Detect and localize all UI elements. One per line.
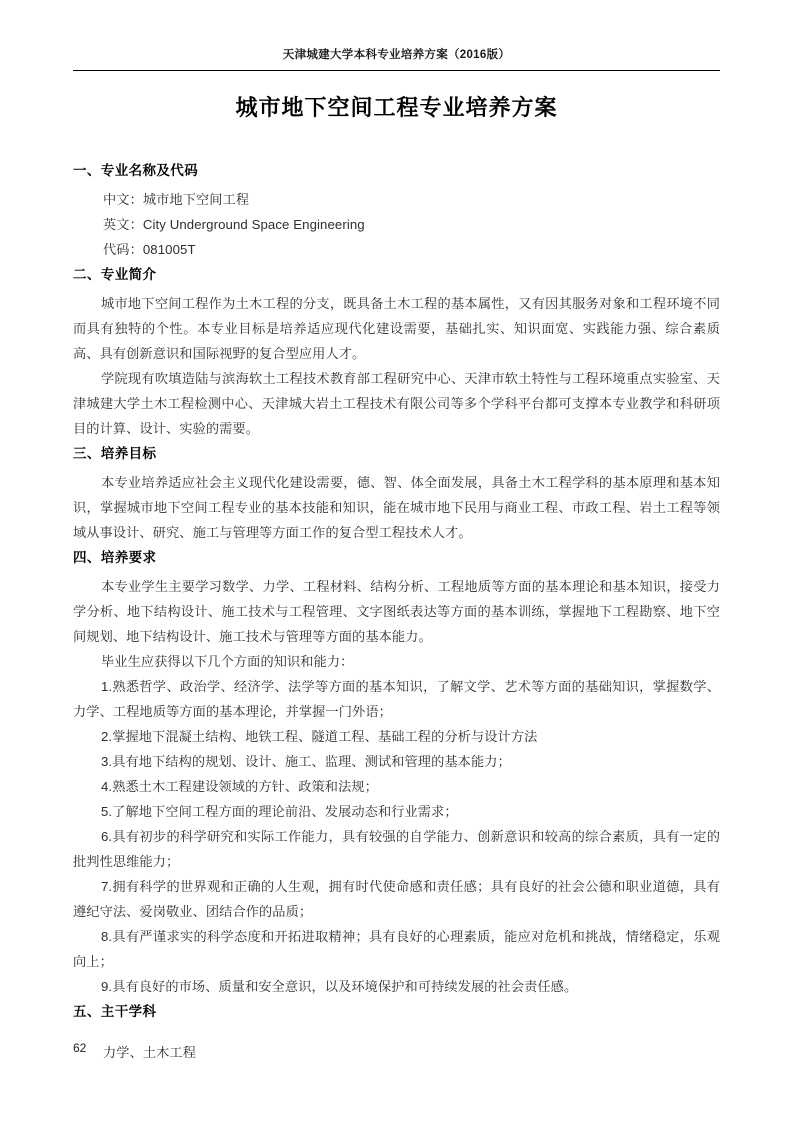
section-4-paragraph-1: 本专业学生主要学习数学、力学、工程材料、结构分析、工程地质等方面的基本理论和基本知识，接受力学分析、地下结构设计、施工技术与工程管理、文字图纸表达等方面的基本训练，掌握地下工程勘察、地下空间规划、地下结构设计、施工技术与管理等方面的基本能力。	[73, 579, 720, 644]
requirement-item: 4.熟悉土木工程建设领域的方针、政策和法规；	[101, 779, 378, 794]
section-training-requirements	[73, 545, 720, 999]
chinese-name-value: 城市地下空间工程	[142, 192, 250, 207]
header-divider-rule	[73, 70, 720, 71]
section-3-heading: 三、培养目标	[73, 446, 157, 461]
document-content	[73, 92, 720, 1065]
requirement-item: 5.了解地下空间工程方面的理论前沿、发展动态和行业需求；	[101, 804, 458, 819]
section-4-lead-in: 毕业生应获得以下几个方面的知识和能力：	[101, 654, 354, 669]
section-training-objectives	[73, 441, 720, 545]
english-name-row	[103, 212, 720, 237]
chinese-name-row	[103, 187, 720, 212]
section-4-heading: 四、培养要求	[73, 550, 157, 565]
running-header-title: 天津城建大学本科专业培养方案（2016版）	[282, 49, 511, 61]
page-number: 62	[73, 1041, 87, 1055]
page-title: 城市地下空间工程专业培养方案	[235, 95, 558, 120]
section-2-paragraph-2: 学院现有吹填造陆与滨海软土工程技术教育部工程研究中心、天津市软土特性与工程环境重点实验室、天津城建大学土木工程检测中心、天津城大岩土工程技术有限公司等多个学科平台都可支撑本专业教学和科研项目的计算、设计、实验的需要。	[73, 371, 720, 436]
requirement-item: 6.具有初步的科学研究和实际工作能力，具有较强的自学能力、创新意识和较高的综合素质，具有一定的批判性思维能力；	[73, 829, 720, 869]
requirement-item: 9.具有良好的市场、质量和安全意识，以及环境保护和可持续发展的社会责任感。	[101, 979, 578, 994]
section-major-name-and-code	[73, 158, 720, 262]
english-name-label: 英文：	[103, 217, 143, 232]
section-major-introduction	[73, 262, 720, 441]
core-disciplines-value: 力学、土木工程	[103, 1045, 197, 1060]
chinese-name-label: 中文：	[103, 192, 143, 207]
section-5-spacer	[73, 1028, 720, 1040]
requirement-item: 1.熟悉哲学、政治学、经济学、法学等方面的基本知识，了解文学、艺术等方面的基础知识，掌握数学、力学、工程地质等方面的基本理论，并掌握一门外语；	[73, 679, 720, 719]
english-name-value: City Underground Space Engineering	[142, 217, 365, 232]
major-code-row	[103, 237, 720, 262]
section-2-heading: 二、专业简介	[73, 267, 157, 282]
major-code-value: 081005T	[142, 242, 196, 257]
section-1-heading: 一、专业名称及代码	[73, 163, 199, 178]
section-core-disciplines	[73, 999, 720, 1065]
requirement-item: 8.具有严谨求实的科学态度和开拓进取精神；具有良好的心理素质，能应对危机和挑战，情绪稳定，乐观向上；	[73, 929, 720, 969]
requirement-item: 7.拥有科学的世界观和正确的人生观，拥有时代使命感和责任感；具有良好的社会公德和职业道德，具有遵纪守法、爱岗敬业、团结合作的品质；	[73, 879, 720, 919]
section-3-paragraph-1: 本专业培养适应社会主义现代化建设需要，德、智、体全面发展，具备土木工程学科的基本原理和基本知识，掌握城市地下空间工程专业的基本技能和知识，能在城市地下民用与商业工程、市政工程、岩土工程等领域从事设计、研究、施工与管理等方面工作的复合型工程技术人才。	[73, 475, 720, 540]
section-5-heading: 五、主干学科	[73, 1004, 157, 1019]
requirement-item: 3.具有地下结构的规划、设计、施工、监理、测试和管理的基本能力；	[101, 754, 511, 769]
requirement-item: 2.掌握地下混凝土结构、地铁工程、隧道工程、基础工程的分析与设计方法	[101, 729, 538, 744]
major-code-label: 代码：	[103, 242, 143, 257]
running-header	[73, 47, 720, 71]
section-2-paragraph-1: 城市地下空间工程作为土木工程的分支，既具备土木工程的基本属性，又有因其服务对象和工程环境不同而具有独特的个性。本专业目标是培养适应现代化建设需要，基础扎实、知识面宽、实践能力强、综合素质高、具有创新意识和国际视野的复合型应用人才。	[73, 296, 720, 361]
